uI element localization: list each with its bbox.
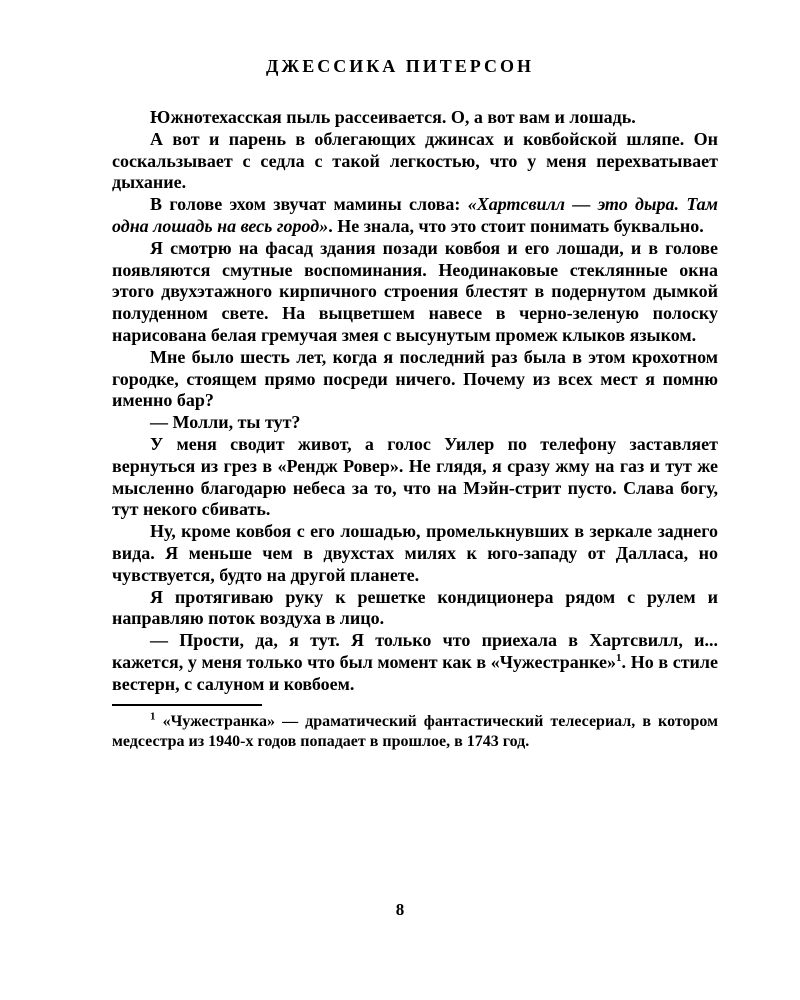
italic-quote: «Хартсвилл — это дыра. Там одна лошадь на весь город»: [112, 194, 718, 236]
paragraph-dialogue: — Молли, ты тут?: [150, 412, 301, 433]
body-text: [112, 107, 718, 696]
footnote-divider: [112, 704, 262, 706]
paragraph: А вот и парень в облегающих джинсах и ковбойской шляпе. Он соскальзывает с седла с такой легкостью, что у меня перехватывает дыхание.: [112, 128, 718, 193]
footnote-body: «Чужестранка» — драматический фантастический телесериал, в котором медсестра из 1940-х годов попадает в прошлое, в 1743 год.: [112, 712, 718, 751]
footnote-section: [112, 704, 718, 753]
paragraph-text: . Но в стиле вестерн, с салуном и ковбоем.: [112, 651, 718, 694]
paragraph-text: . Не знала, что это стоит понимать буквально.: [328, 215, 704, 236]
paragraph-text: В голове эхом звучат мамины слова:: [150, 194, 468, 215]
paragraph: Южнотехасская пыль рассеивается. О, а вот вам и лошадь.: [150, 107, 636, 127]
paragraph: Я смотрю на фасад здания позади ковбоя и его лошади, и в голове появляются смутные воспоминания. Неодинаковые стеклянные окна этого двухэтажного кирпичного строения блестят в подернутом дымкой полуденном свете. На выцветшем навесе в черно-зеленую полоску нарисована белая гремучая змея с высунутым промеж клыков языком.: [112, 237, 718, 345]
paragraph: Мне было шесть лет, когда я последний раз была в этом крохотном городке, стоящем прямо посреди ничего. Почему из всех мест я помню именно бар?: [112, 346, 718, 411]
page-number: 8: [395, 900, 405, 919]
paragraph-text: — Прости, да, я тут. Я только что приехала в Хартсвилл, и... кажется, у меня только что был момент как в «Чужестранке»: [112, 630, 718, 672]
footnote-reference: 1: [616, 651, 622, 664]
footnote-marker: 1: [150, 710, 156, 723]
paragraph: Я протягиваю руку к решетке кондиционера рядом с рулем и направляю поток воздуха в лицо.: [112, 586, 718, 629]
running-head-author: ДЖЕССИКА ПИТЕРСОН: [266, 56, 534, 76]
paragraph: [112, 194, 718, 238]
footnote-text: [112, 712, 718, 753]
paragraph: Ну, кроме ковбоя с его лошадью, промелькнувших в зеркале заднего вида. Я меньше чем в двухстах милях к юго-западу от Далласа, но чувствуется, будто на другой планете.: [112, 521, 718, 585]
paragraph-dialogue: [112, 630, 718, 695]
paragraph: У меня сводит живот, а голос Уилер по телефону заставляет вернуться из грез в «Рендж Ровер». Не глядя, я сразу жму на газ и тут же мысленно благодарю небеса за то, что на Мэйн-стрит пусто. Слава богу, тут некого сбивать.: [112, 433, 718, 520]
